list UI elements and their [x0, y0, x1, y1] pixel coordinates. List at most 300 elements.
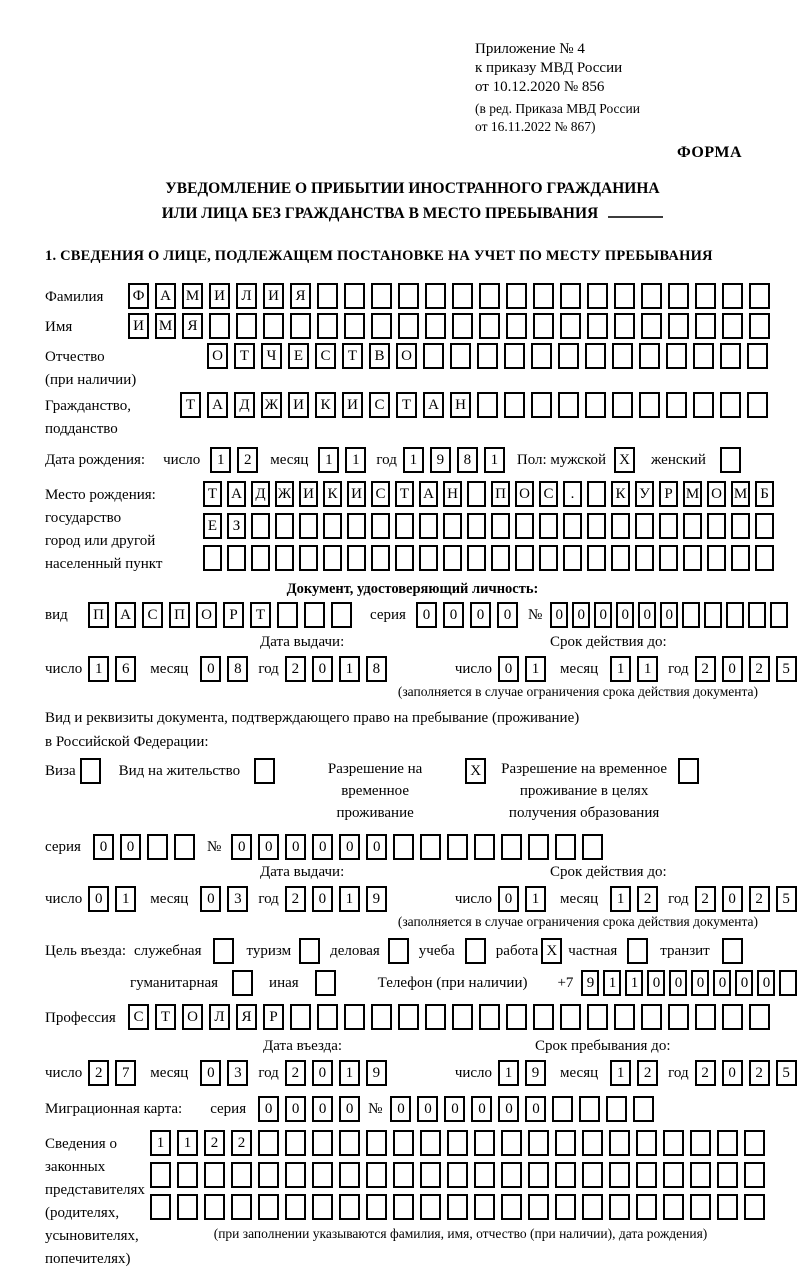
char-box[interactable]	[539, 545, 558, 571]
char-box[interactable]	[587, 545, 606, 571]
char-box[interactable]	[636, 1194, 657, 1220]
char-box[interactable]: 2	[237, 447, 258, 473]
char-box[interactable]	[366, 1130, 387, 1156]
char-box[interactable]	[682, 602, 700, 628]
char-box[interactable]	[420, 1130, 441, 1156]
char-box[interactable]	[690, 1162, 711, 1188]
char-box[interactable]: 0	[444, 1096, 465, 1122]
char-box[interactable]: Ч	[261, 343, 282, 369]
char-box[interactable]	[491, 513, 510, 539]
char-box[interactable]: 1	[498, 1060, 519, 1086]
char-box[interactable]	[582, 1130, 603, 1156]
char-box[interactable]	[263, 313, 284, 339]
char-box[interactable]: 9	[581, 970, 599, 996]
char-box[interactable]: П	[88, 602, 109, 628]
char-box[interactable]	[539, 513, 558, 539]
char-box[interactable]	[639, 392, 660, 418]
char-box[interactable]: 8	[457, 447, 478, 473]
char-box[interactable]: Т	[395, 481, 414, 507]
char-box[interactable]	[641, 313, 662, 339]
char-box[interactable]	[312, 1130, 333, 1156]
char-box[interactable]	[528, 1194, 549, 1220]
char-box[interactable]: К	[315, 392, 336, 418]
char-box[interactable]: 0	[258, 834, 279, 860]
char-box[interactable]	[371, 283, 392, 309]
char-box[interactable]	[663, 1130, 684, 1156]
char-box[interactable]	[420, 1194, 441, 1220]
char-box[interactable]	[635, 513, 654, 539]
char-box[interactable]	[258, 1130, 279, 1156]
char-box[interactable]	[585, 343, 606, 369]
char-box[interactable]	[231, 1162, 252, 1188]
char-box[interactable]	[419, 513, 438, 539]
char-box[interactable]	[693, 392, 714, 418]
char-box[interactable]: С	[369, 392, 390, 418]
char-box[interactable]	[755, 513, 774, 539]
char-box[interactable]	[443, 513, 462, 539]
char-box[interactable]	[693, 343, 714, 369]
char-box[interactable]: 0	[669, 970, 687, 996]
char-box[interactable]: 0	[417, 1096, 438, 1122]
char-box[interactable]	[425, 1004, 446, 1030]
char-box[interactable]	[393, 1194, 414, 1220]
char-box[interactable]: Р	[263, 1004, 284, 1030]
char-box[interactable]: О	[515, 481, 534, 507]
char-box[interactable]: А	[419, 481, 438, 507]
char-box[interactable]: 1	[610, 886, 631, 912]
char-box[interactable]	[641, 283, 662, 309]
char-box[interactable]	[501, 1130, 522, 1156]
char-box[interactable]	[611, 545, 630, 571]
checkbox-rvp[interactable]: X	[465, 758, 486, 784]
char-box[interactable]	[668, 283, 689, 309]
char-box[interactable]	[560, 283, 581, 309]
char-box[interactable]	[290, 313, 311, 339]
char-box[interactable]: Д	[251, 481, 270, 507]
char-box[interactable]	[474, 1162, 495, 1188]
char-box[interactable]: 0	[735, 970, 753, 996]
char-box[interactable]	[177, 1194, 198, 1220]
char-box[interactable]	[339, 1162, 360, 1188]
char-box[interactable]	[531, 392, 552, 418]
char-box[interactable]	[323, 513, 342, 539]
char-box[interactable]	[395, 545, 414, 571]
char-box[interactable]	[231, 1194, 252, 1220]
char-box[interactable]	[344, 283, 365, 309]
char-box[interactable]: 0	[550, 602, 568, 628]
char-box[interactable]	[606, 1096, 627, 1122]
char-box[interactable]: Я	[182, 313, 203, 339]
char-box[interactable]	[552, 1096, 573, 1122]
char-box[interactable]: С	[315, 343, 336, 369]
char-box[interactable]	[659, 513, 678, 539]
char-box[interactable]	[587, 513, 606, 539]
char-box[interactable]	[501, 1194, 522, 1220]
char-box[interactable]	[560, 1004, 581, 1030]
char-box[interactable]	[150, 1194, 171, 1220]
char-box[interactable]	[531, 343, 552, 369]
char-box[interactable]: Е	[203, 513, 222, 539]
char-box[interactable]	[555, 1130, 576, 1156]
char-box[interactable]	[304, 602, 325, 628]
checkbox-purpose-work[interactable]: X	[541, 938, 562, 964]
char-box[interactable]	[717, 1194, 738, 1220]
char-box[interactable]	[317, 313, 338, 339]
char-box[interactable]	[639, 343, 660, 369]
char-box[interactable]	[285, 1162, 306, 1188]
char-box[interactable]	[347, 545, 366, 571]
char-box[interactable]	[419, 545, 438, 571]
char-box[interactable]: И	[209, 283, 230, 309]
char-box[interactable]: 2	[749, 656, 770, 682]
char-box[interactable]	[275, 513, 294, 539]
checkbox-female[interactable]	[720, 447, 741, 473]
char-box[interactable]: 0	[366, 834, 387, 860]
char-box[interactable]	[779, 970, 797, 996]
char-box[interactable]	[506, 283, 527, 309]
char-box[interactable]: 3	[227, 886, 248, 912]
char-box[interactable]	[722, 283, 743, 309]
char-box[interactable]	[726, 602, 744, 628]
char-box[interactable]: Т	[180, 392, 201, 418]
char-box[interactable]	[663, 1194, 684, 1220]
char-box[interactable]	[528, 834, 549, 860]
checkbox-purpose-study[interactable]	[465, 938, 486, 964]
char-box[interactable]: 1	[625, 970, 643, 996]
char-box[interactable]: 1	[484, 447, 505, 473]
char-box[interactable]: 1	[603, 970, 621, 996]
char-box[interactable]: 0	[757, 970, 775, 996]
char-box[interactable]	[177, 1162, 198, 1188]
char-box[interactable]	[443, 545, 462, 571]
char-box[interactable]: 5	[776, 1060, 797, 1086]
char-box[interactable]	[398, 1004, 419, 1030]
char-box[interactable]	[587, 1004, 608, 1030]
char-box[interactable]	[209, 313, 230, 339]
char-box[interactable]	[251, 513, 270, 539]
char-box[interactable]	[641, 1004, 662, 1030]
char-box[interactable]: И	[128, 313, 149, 339]
char-box[interactable]	[635, 545, 654, 571]
char-box[interactable]: 0	[200, 886, 221, 912]
char-box[interactable]: 7	[115, 1060, 136, 1086]
char-box[interactable]	[636, 1130, 657, 1156]
char-box[interactable]: 0	[339, 1096, 360, 1122]
char-box[interactable]: 2	[637, 1060, 658, 1086]
char-box[interactable]: Т	[203, 481, 222, 507]
char-box[interactable]: Т	[234, 343, 255, 369]
char-box[interactable]	[447, 1194, 468, 1220]
char-box[interactable]: 0	[471, 1096, 492, 1122]
char-box[interactable]: 0	[498, 1096, 519, 1122]
char-box[interactable]	[393, 834, 414, 860]
char-box[interactable]: 1	[339, 656, 360, 682]
char-box[interactable]: 0	[616, 602, 634, 628]
checkbox-purpose-tourism[interactable]	[299, 938, 320, 964]
char-box[interactable]	[447, 834, 468, 860]
char-box[interactable]	[467, 481, 486, 507]
char-box[interactable]: Я	[236, 1004, 257, 1030]
char-box[interactable]: 9	[366, 1060, 387, 1086]
char-box[interactable]: 0	[572, 602, 590, 628]
char-box[interactable]: А	[423, 392, 444, 418]
char-box[interactable]	[515, 513, 534, 539]
char-box[interactable]: 1	[115, 886, 136, 912]
char-box[interactable]	[290, 1004, 311, 1030]
char-box[interactable]: 0	[525, 1096, 546, 1122]
char-box[interactable]: 9	[525, 1060, 546, 1086]
char-box[interactable]	[614, 283, 635, 309]
char-box[interactable]	[695, 283, 716, 309]
char-box[interactable]	[704, 602, 722, 628]
char-box[interactable]	[515, 545, 534, 571]
char-box[interactable]	[474, 1194, 495, 1220]
char-box[interactable]: 1	[150, 1130, 171, 1156]
char-box[interactable]	[504, 392, 525, 418]
char-box[interactable]: Н	[450, 392, 471, 418]
char-box[interactable]	[668, 313, 689, 339]
char-box[interactable]	[398, 283, 419, 309]
char-box[interactable]	[582, 834, 603, 860]
char-box[interactable]: 0	[594, 602, 612, 628]
char-box[interactable]	[747, 392, 768, 418]
char-box[interactable]	[227, 545, 246, 571]
char-box[interactable]	[150, 1162, 171, 1188]
char-box[interactable]	[420, 1162, 441, 1188]
char-box[interactable]	[204, 1194, 225, 1220]
char-box[interactable]	[609, 1194, 630, 1220]
char-box[interactable]	[174, 834, 195, 860]
char-box[interactable]: 0	[498, 886, 519, 912]
char-box[interactable]: И	[299, 481, 318, 507]
char-box[interactable]: А	[207, 392, 228, 418]
char-box[interactable]	[299, 513, 318, 539]
char-box[interactable]: 1	[403, 447, 424, 473]
char-box[interactable]	[317, 1004, 338, 1030]
char-box[interactable]: 0	[497, 602, 518, 628]
char-box[interactable]: Ж	[275, 481, 294, 507]
char-box[interactable]	[275, 545, 294, 571]
char-box[interactable]	[731, 513, 750, 539]
char-box[interactable]: О	[196, 602, 217, 628]
char-box[interactable]: 2	[231, 1130, 252, 1156]
char-box[interactable]	[501, 1162, 522, 1188]
char-box[interactable]	[555, 1194, 576, 1220]
char-box[interactable]: 1	[210, 447, 231, 473]
char-box[interactable]	[558, 343, 579, 369]
char-box[interactable]: 2	[695, 1060, 716, 1086]
char-box[interactable]	[528, 1130, 549, 1156]
char-box[interactable]: 0	[200, 1060, 221, 1086]
char-box[interactable]: Я	[290, 283, 311, 309]
char-box[interactable]: Е	[288, 343, 309, 369]
char-box[interactable]	[491, 545, 510, 571]
char-box[interactable]: 0	[312, 656, 333, 682]
char-box[interactable]	[558, 392, 579, 418]
char-box[interactable]: 2	[695, 656, 716, 682]
char-box[interactable]	[398, 313, 419, 339]
char-box[interactable]: И	[347, 481, 366, 507]
char-box[interactable]: М	[731, 481, 750, 507]
char-box[interactable]: 0	[390, 1096, 411, 1122]
char-box[interactable]	[747, 343, 768, 369]
char-box[interactable]: Н	[443, 481, 462, 507]
char-box[interactable]	[695, 1004, 716, 1030]
char-box[interactable]: Ж	[261, 392, 282, 418]
char-box[interactable]	[504, 343, 525, 369]
char-box[interactable]: 0	[312, 834, 333, 860]
char-box[interactable]: В	[369, 343, 390, 369]
char-box[interactable]: 0	[638, 602, 656, 628]
char-box[interactable]	[477, 392, 498, 418]
char-box[interactable]: 1	[88, 656, 109, 682]
char-box[interactable]: 2	[285, 656, 306, 682]
char-box[interactable]	[203, 545, 222, 571]
char-box[interactable]: 0	[120, 834, 141, 860]
char-box[interactable]	[371, 545, 390, 571]
char-box[interactable]: 0	[498, 656, 519, 682]
char-box[interactable]: 0	[722, 1060, 743, 1086]
char-box[interactable]	[609, 1130, 630, 1156]
char-box[interactable]	[258, 1194, 279, 1220]
checkbox-purpose-private[interactable]	[627, 938, 648, 964]
char-box[interactable]: 0	[470, 602, 491, 628]
char-box[interactable]: 1	[339, 1060, 360, 1086]
char-box[interactable]	[683, 513, 702, 539]
char-box[interactable]: Т	[250, 602, 271, 628]
char-box[interactable]: 2	[695, 886, 716, 912]
char-box[interactable]: 0	[88, 886, 109, 912]
char-box[interactable]: 1	[610, 656, 631, 682]
char-box[interactable]	[479, 313, 500, 339]
char-box[interactable]: 1	[525, 656, 546, 682]
char-box[interactable]	[720, 392, 741, 418]
char-box[interactable]	[748, 602, 766, 628]
char-box[interactable]	[695, 313, 716, 339]
char-box[interactable]: И	[342, 392, 363, 418]
checkbox-residence-permit[interactable]	[254, 758, 275, 784]
char-box[interactable]: К	[611, 481, 630, 507]
char-box[interactable]: 0	[443, 602, 464, 628]
char-box[interactable]: Л	[209, 1004, 230, 1030]
char-box[interactable]: 6	[115, 656, 136, 682]
char-box[interactable]	[285, 1130, 306, 1156]
char-box[interactable]: И	[288, 392, 309, 418]
char-box[interactable]: С	[539, 481, 558, 507]
char-box[interactable]	[744, 1194, 765, 1220]
char-box[interactable]	[425, 283, 446, 309]
char-box[interactable]	[312, 1194, 333, 1220]
char-box[interactable]: О	[207, 343, 228, 369]
char-box[interactable]	[582, 1194, 603, 1220]
char-box[interactable]	[344, 313, 365, 339]
char-box[interactable]	[277, 602, 298, 628]
char-box[interactable]	[683, 545, 702, 571]
checkbox-purpose-other[interactable]	[315, 970, 336, 996]
char-box[interactable]: Т	[396, 392, 417, 418]
char-box[interactable]: Д	[234, 392, 255, 418]
char-box[interactable]	[423, 343, 444, 369]
char-box[interactable]	[749, 313, 770, 339]
char-box[interactable]	[587, 283, 608, 309]
char-box[interactable]	[636, 1162, 657, 1188]
char-box[interactable]: А	[115, 602, 136, 628]
char-box[interactable]	[347, 513, 366, 539]
char-box[interactable]	[371, 313, 392, 339]
char-box[interactable]	[366, 1162, 387, 1188]
char-box[interactable]	[506, 313, 527, 339]
char-box[interactable]	[204, 1162, 225, 1188]
char-box[interactable]: 0	[285, 834, 306, 860]
char-box[interactable]: 0	[339, 834, 360, 860]
char-box[interactable]	[251, 545, 270, 571]
checkbox-male[interactable]: X	[614, 447, 635, 473]
char-box[interactable]	[425, 313, 446, 339]
char-box[interactable]: 1	[610, 1060, 631, 1086]
char-box[interactable]: 0	[231, 834, 252, 860]
char-box[interactable]	[506, 1004, 527, 1030]
char-box[interactable]: А	[227, 481, 246, 507]
char-box[interactable]: 2	[88, 1060, 109, 1086]
char-box[interactable]: Р	[659, 481, 678, 507]
char-box[interactable]	[339, 1194, 360, 1220]
char-box[interactable]	[312, 1162, 333, 1188]
char-box[interactable]: 0	[416, 602, 437, 628]
char-box[interactable]: Т	[342, 343, 363, 369]
char-box[interactable]	[611, 513, 630, 539]
char-box[interactable]: 1	[345, 447, 366, 473]
char-box[interactable]	[452, 283, 473, 309]
char-box[interactable]: А	[155, 283, 176, 309]
char-box[interactable]	[659, 545, 678, 571]
char-box[interactable]	[474, 834, 495, 860]
char-box[interactable]: Ф	[128, 283, 149, 309]
char-box[interactable]	[744, 1162, 765, 1188]
char-box[interactable]	[323, 545, 342, 571]
char-box[interactable]	[452, 313, 473, 339]
char-box[interactable]: М	[683, 481, 702, 507]
char-box[interactable]	[744, 1130, 765, 1156]
char-box[interactable]	[236, 313, 257, 339]
char-box[interactable]	[731, 545, 750, 571]
char-box[interactable]	[452, 1004, 473, 1030]
char-box[interactable]: 1	[318, 447, 339, 473]
char-box[interactable]: 2	[285, 1060, 306, 1086]
char-box[interactable]	[555, 834, 576, 860]
char-box[interactable]: 0	[285, 1096, 306, 1122]
char-box[interactable]: 2	[749, 1060, 770, 1086]
char-box[interactable]: З	[227, 513, 246, 539]
char-box[interactable]	[609, 1162, 630, 1188]
char-box[interactable]: Л	[236, 283, 257, 309]
char-box[interactable]: М	[182, 283, 203, 309]
char-box[interactable]	[533, 1004, 554, 1030]
char-box[interactable]	[477, 343, 498, 369]
char-box[interactable]	[371, 1004, 392, 1030]
char-box[interactable]	[555, 1162, 576, 1188]
char-box[interactable]: П	[491, 481, 510, 507]
checkbox-purpose-business[interactable]	[388, 938, 409, 964]
char-box[interactable]: У	[635, 481, 654, 507]
char-box[interactable]	[720, 343, 741, 369]
char-box[interactable]: 2	[749, 886, 770, 912]
char-box[interactable]	[528, 1162, 549, 1188]
char-box[interactable]	[614, 313, 635, 339]
char-box[interactable]	[582, 1162, 603, 1188]
char-box[interactable]	[690, 1130, 711, 1156]
char-box[interactable]: 0	[258, 1096, 279, 1122]
char-box[interactable]	[450, 343, 471, 369]
